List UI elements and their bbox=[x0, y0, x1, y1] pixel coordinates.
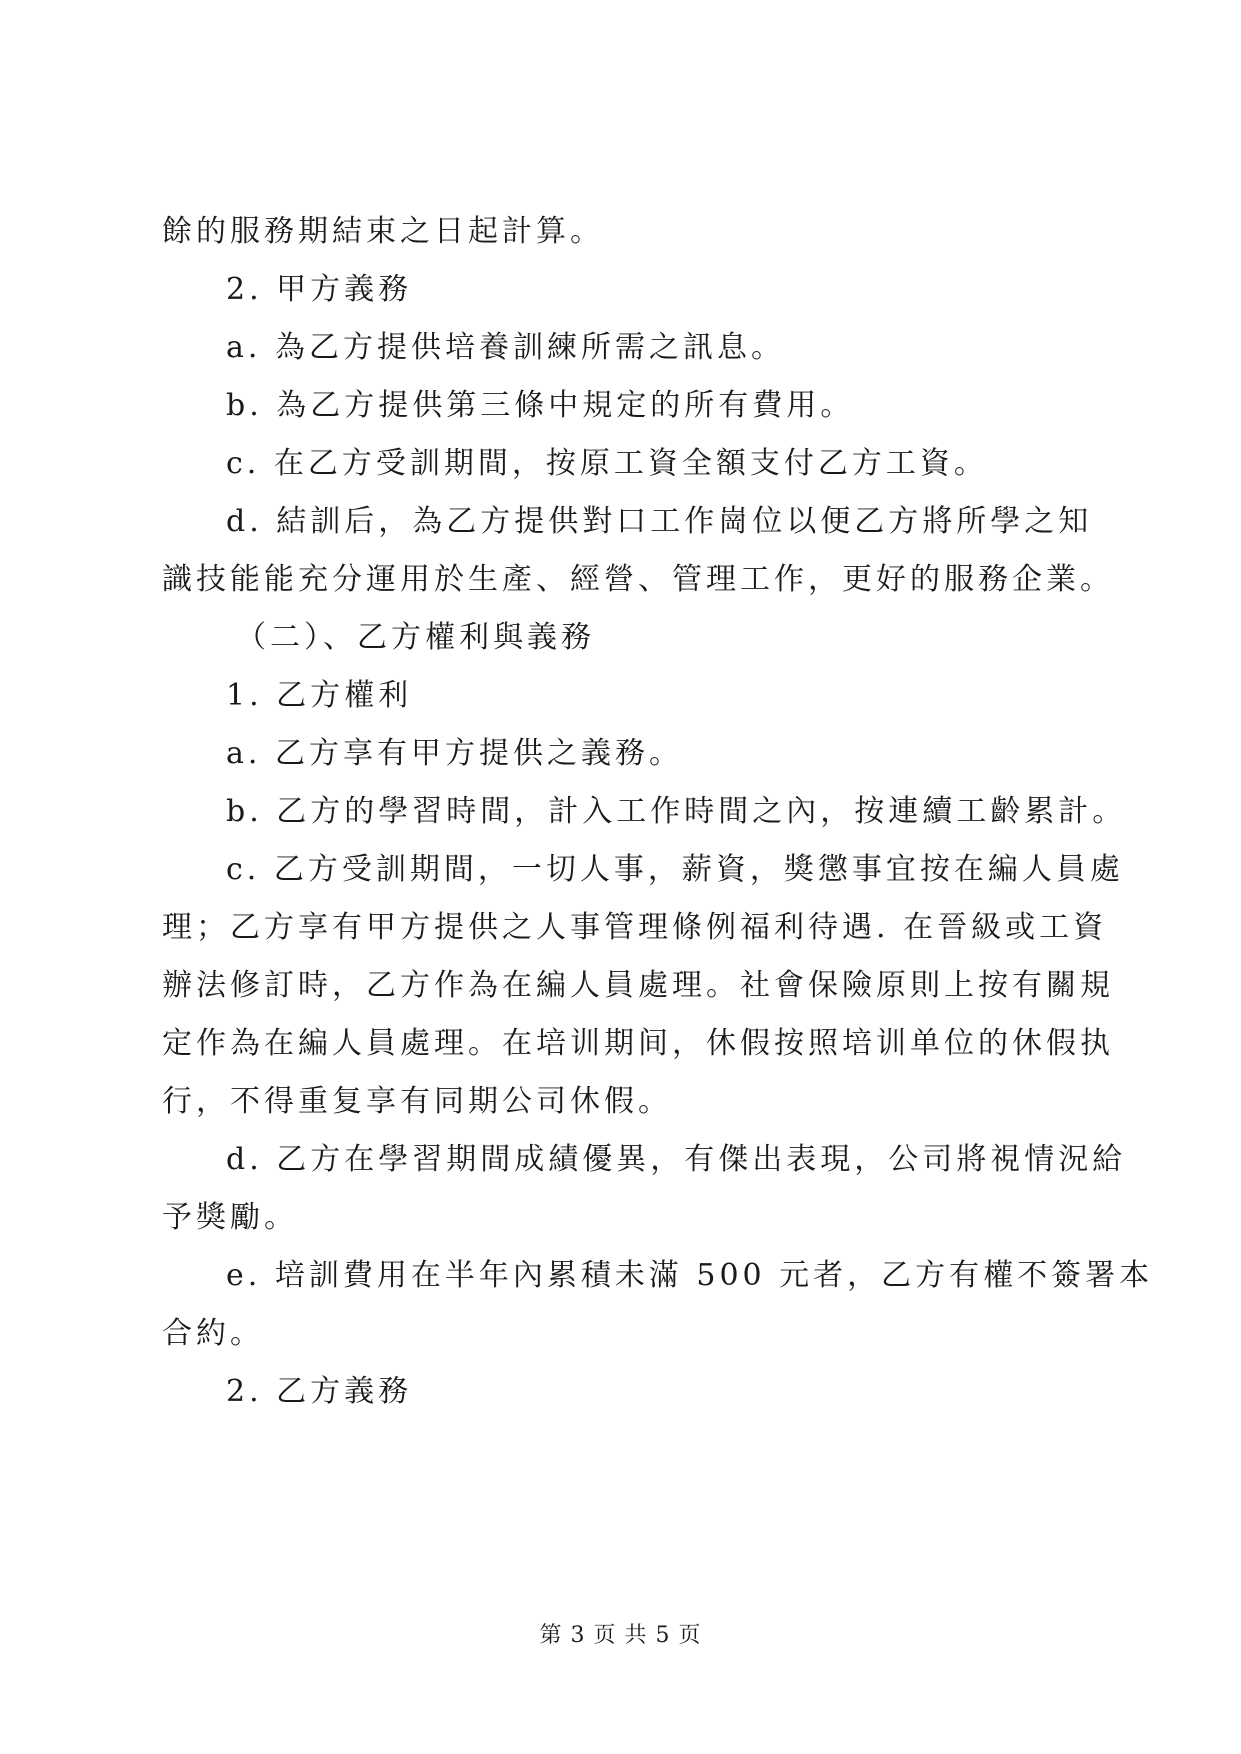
paragraph-line: 識技能能充分運用於生產、經營、管理工作，更好的服務企業。 bbox=[162, 562, 1114, 597]
list-item: b. 乙方的學習時間，計入工作時間之內，按連續工齡累計。 bbox=[226, 794, 1127, 829]
list-item: c. 在乙方受訓期間，按原工資全額支付乙方工資。 bbox=[226, 446, 988, 481]
section-heading: （二）、乙方權利與義務 bbox=[236, 620, 595, 655]
paragraph-line: 行，不得重复享有同期公司休假。 bbox=[162, 1084, 672, 1119]
section-heading: 2. 甲方義務 bbox=[226, 272, 413, 307]
paragraph-line: 餘的服務期結束之日起計算。 bbox=[162, 214, 604, 249]
document-body bbox=[162, 203, 1154, 1421]
list-item: d. 乙方在學習期間成績優異，有傑出表現，公司將視情況給 bbox=[226, 1142, 1127, 1177]
list-item: d. 結訓后，為乙方提供對口工作崗位以便乙方將所學之知 bbox=[226, 504, 1093, 539]
paragraph-line: 理；乙方享有甲方提供之人事管理條例福利待遇. 在晉級或工資 bbox=[162, 910, 1108, 945]
list-item: a. 為乙方提供培養訓練所需之訊息。 bbox=[226, 330, 785, 365]
section-heading: 2. 乙方義務 bbox=[226, 1374, 413, 1409]
list-item: a. 乙方享有甲方提供之義務。 bbox=[226, 736, 683, 771]
list-item: b. 為乙方提供第三條中規定的所有費用。 bbox=[226, 388, 855, 423]
page-footer: 第 3 页 共 5 页 bbox=[539, 1623, 702, 1648]
paragraph-line: 合約。 bbox=[162, 1316, 264, 1351]
paragraph-line: 定作為在編人員處理。在培训期间，休假按照培训单位的休假执 bbox=[162, 1026, 1114, 1061]
list-item: e. 培訓費用在半年內累積未滿 500 元者，乙方有權不簽署本 bbox=[226, 1258, 1154, 1293]
list-item: c. 乙方受訓期間，一切人事，薪資，獎懲事宜按在編人員處 bbox=[226, 852, 1124, 887]
paragraph-line: 辦法修訂時，乙方作為在編人員處理。社會保險原則上按有關規 bbox=[162, 968, 1114, 1003]
paragraph-line: 予獎勵。 bbox=[162, 1200, 298, 1235]
section-heading: 1. 乙方權利 bbox=[226, 678, 413, 713]
